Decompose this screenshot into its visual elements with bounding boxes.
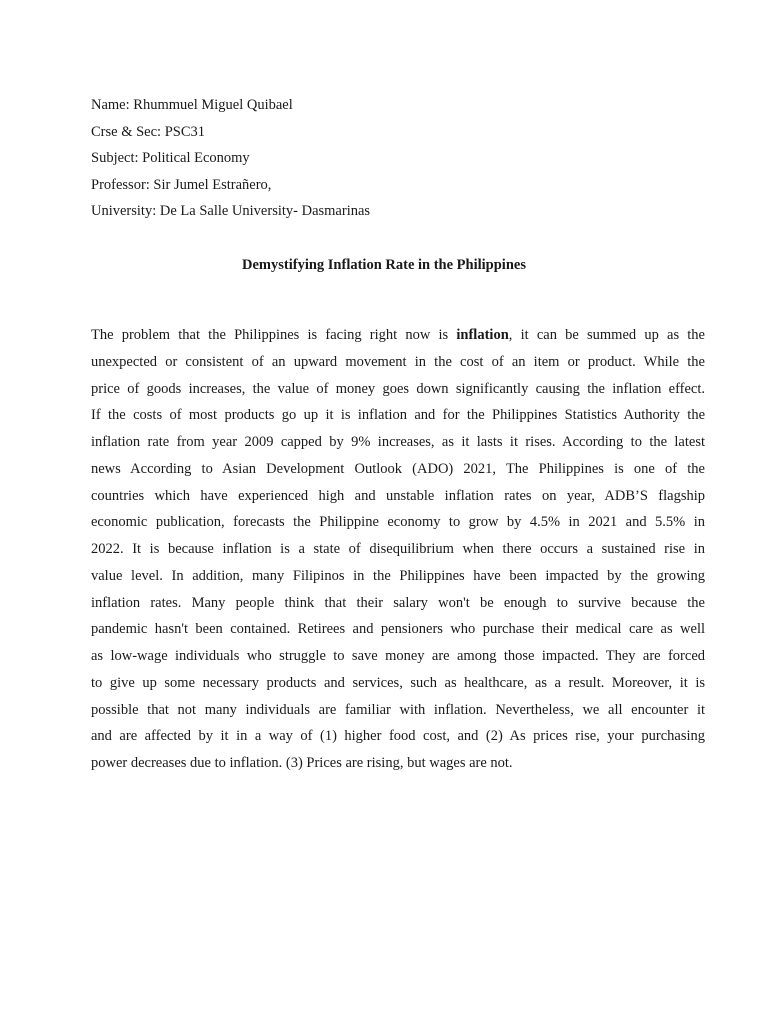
body-line-5: inflation rate from year 2009 capped by 9% increases, as it lasts it rises. According to the latest [91, 434, 705, 450]
body-line-2: unexpected or consistent of an upward movement in the cost of an item or product. While the [91, 353, 705, 370]
subject-line: Subject: Political Economy [91, 150, 250, 166]
body-line-4: If the costs of most products go up it is inflation and for the Philippines Statistics Authority the [91, 407, 705, 424]
body-line-11: inflation rates. Many people think that their salary won't be enough to survive because the [91, 594, 705, 611]
body-line-7: countries which have experienced high and unstable inflation rates on year, ADB’S flagship [91, 487, 705, 504]
body-line-1 [91, 322, 705, 349]
keyword-inflation: inflation [456, 327, 509, 343]
body-line-1-post: , it can be summed up as the [508, 327, 705, 343]
body-line-10: value level. In addition, many Filipinos in the Philippines have been impacted by the growing [91, 567, 705, 584]
student-info-block [91, 92, 691, 225]
university-line: University: De La Salle University- Dasmarinas [91, 203, 371, 219]
body-line-12: pandemic hasn't been contained. Retirees and pensioners who purchase their medical care as well [91, 621, 705, 638]
body-line-3: price of goods increases, the value of money goes down significantly causing the inflation effect. [91, 380, 705, 397]
body-line-9: 2022. It is because inflation is a state of disequilibrium when there occurs a sustained rise in [91, 541, 705, 557]
essay-body [91, 322, 705, 777]
essay-title: Demystifying Inflation Rate in the Philippines [242, 257, 526, 273]
professor-line: Professor: Sir Jumel Estrañero, [91, 176, 272, 193]
body-line-15: possible that not many individuals are familiar with inflation. Nevertheless, we all encounter it [91, 701, 705, 718]
body-line-17: power decreases due to inflation. (3) Prices are rising, but wages are not. [91, 755, 513, 771]
body-line-16: and are affected by it in a way of (1) higher food cost, and (2) As prices rise, your purchasing [91, 728, 705, 745]
course-section: Crse & Sec: PSC31 [91, 123, 205, 140]
body-line-1-pre: The problem that the Philippines is facing right now is [91, 327, 457, 343]
student-name: Name: Rhummuel Miguel Quibael [91, 97, 293, 113]
body-line-13: as low-wage individuals who struggle to save money are among those impacted. They are forced [91, 648, 705, 664]
body-line-14: to give up some necessary products and services, such as healthcare, as a result. Moreover, it is [91, 674, 705, 691]
body-line-6: news According to Asian Development Outlook (ADO) 2021, The Philippines is one of the [91, 460, 705, 477]
body-line-8: economic publication, forecasts the Philippine economy to grow by 4.5% in 2021 and 5.5% in [91, 514, 705, 531]
